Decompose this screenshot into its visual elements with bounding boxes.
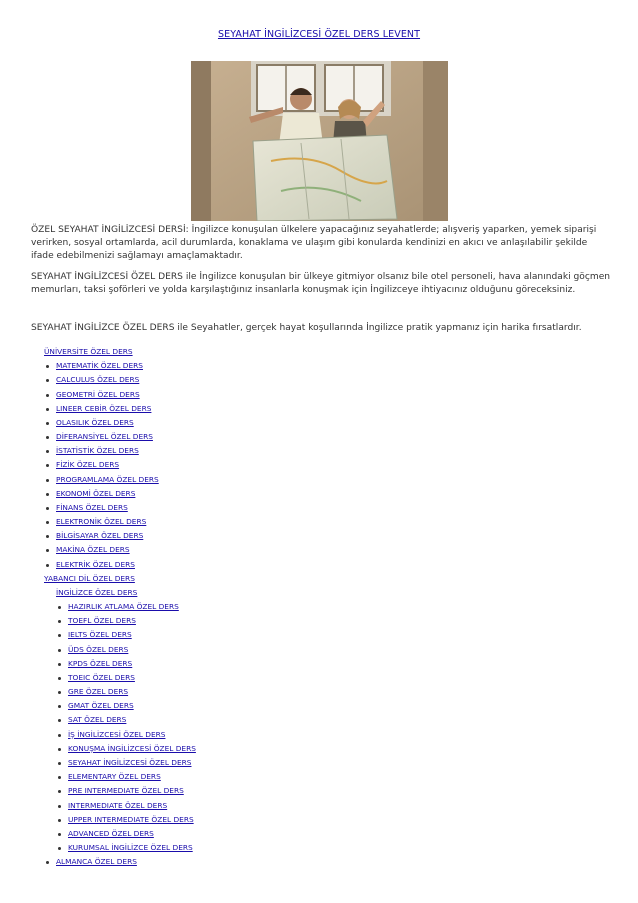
travelers-photo <box>191 61 448 221</box>
nav-link[interactable]: CALCULUS ÖZEL DERS <box>56 375 140 385</box>
nav-item <box>0 359 638 373</box>
nav-link[interactable]: ÜNİVERSİTE ÖZEL DERS <box>44 347 133 356</box>
photo-illustration <box>191 61 448 221</box>
nav-link[interactable]: KURUMSAL İNGİLİZCE ÖZEL DERS <box>68 843 193 853</box>
nav-item <box>0 827 638 841</box>
nav-link[interactable]: İNGİLİZCE ÖZEL DERS <box>56 587 138 597</box>
nav-item <box>0 388 638 402</box>
nav-link[interactable]: GEOMETRİ ÖZEL DERS <box>56 389 140 399</box>
nav-link[interactable]: ADVANCED ÖZEL DERS <box>68 828 154 838</box>
nav-link[interactable]: UPPER INTERMEDIATE ÖZEL DERS <box>68 814 194 824</box>
nav-item <box>0 699 638 713</box>
nav-item <box>0 643 638 657</box>
nav-link[interactable]: GMAT ÖZEL DERS <box>68 701 134 711</box>
nav-item <box>0 713 638 727</box>
nav-link[interactable]: IELTS ÖZEL DERS <box>68 630 132 640</box>
nav-item <box>0 685 638 699</box>
nav-link[interactable]: OLASILIK ÖZEL DERS <box>56 417 134 427</box>
nav-item <box>0 572 638 586</box>
nav-link[interactable]: FİNANS ÖZEL DERS <box>56 502 128 512</box>
nav-item <box>0 784 638 798</box>
nav-item <box>0 728 638 742</box>
nav-item <box>0 756 638 770</box>
nav-item <box>0 487 638 501</box>
nav-link[interactable]: GRE ÖZEL DERS <box>68 687 129 697</box>
nav-item <box>0 458 638 472</box>
nav-link[interactable]: ALMANCA ÖZEL DERS <box>56 857 137 867</box>
practice-paragraph: SEYAHAT İNGİLİZCE ÖZEL DERS ile Seyahatler, gerçek hayat koşullarında İngilizce pratik yapmanız için harika fırsatlardır. <box>31 323 582 333</box>
nav-item <box>0 473 638 487</box>
nav-item <box>0 515 638 529</box>
intro-paragraph: ÖZEL SEYAHAT İNGİLİZCESİ DERSİ: İngilizce konuşulan ülkelere yapacağınız seyahatlerde; alışveriş yaparken, yemek siparişi verirken, sosyal ortamlarda, acil durumlarda, konaklama ve ulaşım gibi konularda kendinizi en akıcı ve anlaşılabilir şekilde ifade edebilmenizi sağlamayı amaçlamaktadır. <box>31 225 597 261</box>
course-nav <box>0 345 638 869</box>
nav-link[interactable]: ELEMENTARY ÖZEL DERS <box>68 772 161 782</box>
page-title-link[interactable]: SEYAHAT İNGİLİZCESİ ÖZEL DERS LEVENT <box>217 29 421 40</box>
nav-link[interactable]: PROGRAMLAMA ÖZEL DERS <box>56 474 159 484</box>
nav-item <box>0 841 638 855</box>
nav-link[interactable]: MAKİNA ÖZEL DERS <box>56 545 130 555</box>
nav-link[interactable]: MATEMATİK ÖZEL DERS <box>56 361 143 371</box>
nav-item <box>0 444 638 458</box>
nav-item <box>0 529 638 543</box>
nav-item <box>0 558 638 572</box>
nav-item <box>0 416 638 430</box>
nav-item <box>0 813 638 827</box>
nav-item <box>0 770 638 784</box>
nav-item <box>0 402 638 416</box>
nav-link[interactable]: ELEKTRİK ÖZEL DERS <box>56 559 135 569</box>
page-title[interactable] <box>0 29 638 40</box>
nav-link[interactable]: KONUŞMA İNGİLİZCESİ ÖZEL DERS <box>68 743 196 753</box>
nav-item <box>0 345 638 359</box>
nav-item <box>0 373 638 387</box>
nav-link[interactable]: YABANCI DİL ÖZEL DERS <box>44 573 135 583</box>
nav-item <box>0 543 638 557</box>
nav-link[interactable]: FİZİK ÖZEL DERS <box>56 460 120 470</box>
nav-link[interactable]: HAZIRLIK ATLAMA ÖZEL DERS <box>68 602 179 612</box>
nav-link[interactable]: TOEIC ÖZEL DERS <box>68 672 135 682</box>
nav-link[interactable]: ELEKTRONİK ÖZEL DERS <box>56 517 147 527</box>
nav-link[interactable]: TOEFL ÖZEL DERS <box>68 616 136 626</box>
nav-link[interactable]: INTERMEDIATE ÖZEL DERS <box>68 800 168 810</box>
nav-link[interactable]: SEYAHAT İNGİLİZCESİ ÖZEL DERS <box>68 757 192 767</box>
course-list <box>0 345 638 869</box>
staff-paragraph: SEYAHAT İNGİLİZCESİ ÖZEL DERS ile İngilizce konuşulan bir ülkeye gitmiyor olsanız bile otel personeli, hava alanındaki göçmen memurları, taksi şoförleri ve yolda karşılaştığınız insanlarla konuşmak için İngilizceye ihtiyacınız olduğunu göreceksiniz. <box>31 272 611 295</box>
nav-item <box>0 430 638 444</box>
nav-item <box>0 614 638 628</box>
nav-item <box>0 628 638 642</box>
nav-link[interactable]: SAT ÖZEL DERS <box>68 715 127 725</box>
nav-item <box>0 600 638 614</box>
nav-link[interactable]: BİLGİSAYAR ÖZEL DERS <box>56 531 144 541</box>
nav-link[interactable]: İSTATİSTİK ÖZEL DERS <box>56 446 139 456</box>
nav-item <box>0 586 638 600</box>
nav-link[interactable]: ÜDS ÖZEL DERS <box>68 644 129 654</box>
nav-item <box>0 501 638 515</box>
nav-link[interactable]: KPDS ÖZEL DERS <box>68 658 133 668</box>
nav-link[interactable]: DİFERANSİYEL ÖZEL DERS <box>56 432 153 442</box>
nav-item <box>0 799 638 813</box>
nav-link[interactable]: İŞ İNGİLİZCESİ ÖZEL DERS <box>68 729 166 739</box>
nav-link[interactable]: EKONOMİ ÖZEL DERS <box>56 488 136 498</box>
nav-link[interactable]: PRE INTERMEDIATE ÖZEL DERS <box>68 786 184 796</box>
nav-item <box>0 742 638 756</box>
nav-item <box>0 657 638 671</box>
nav-item <box>0 671 638 685</box>
nav-item <box>0 855 638 869</box>
nav-link[interactable]: LINEER CEBİR ÖZEL DERS <box>56 403 152 413</box>
